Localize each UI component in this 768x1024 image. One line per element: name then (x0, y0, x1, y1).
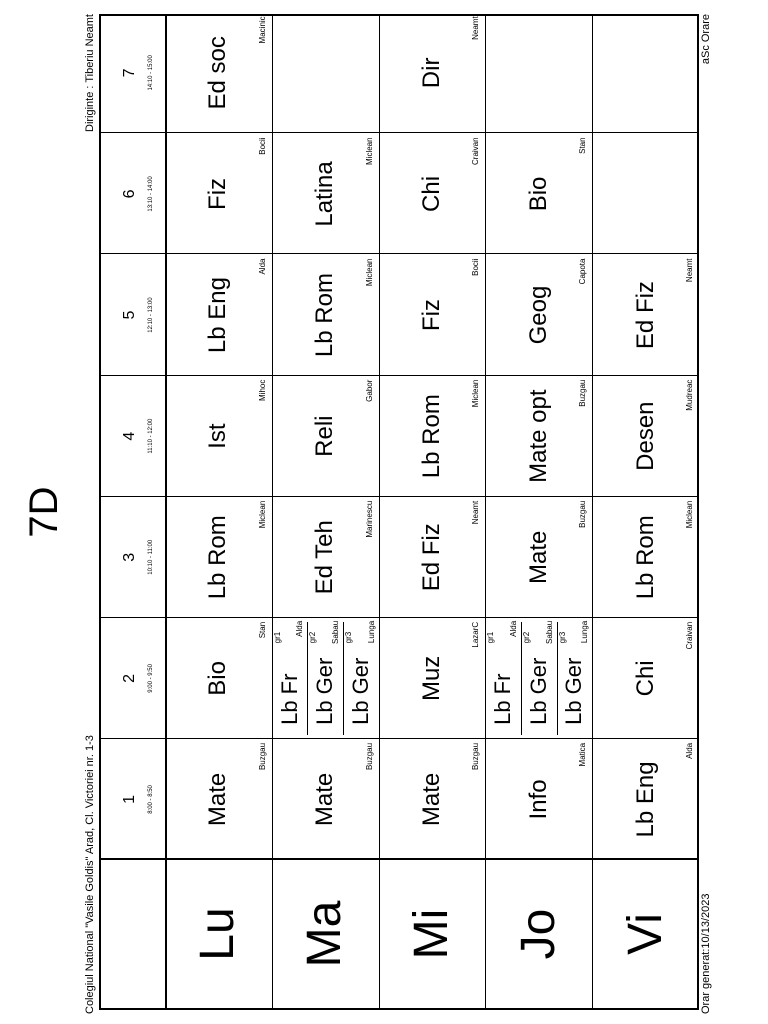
period-header (101, 12, 165, 133)
timetable-grid (99, 14, 699, 1010)
lesson-cell (165, 255, 272, 376)
lesson-subject: Lb Eng (631, 761, 659, 838)
lesson-subject: Geog (524, 285, 552, 345)
lesson-teacher: Stan (257, 621, 267, 639)
lesson-cell (592, 376, 699, 497)
group-lesson (557, 618, 593, 739)
period-time: 11:10 - 12:00 (148, 418, 154, 454)
lesson-teacher: Matica (578, 742, 588, 767)
lesson-cell (165, 618, 272, 739)
lesson-cell (379, 133, 486, 254)
group-tag: gr2 (521, 631, 531, 644)
period-time: 14:10 - 15:00 (148, 55, 154, 91)
period-header (101, 133, 165, 254)
lesson-teacher: Mihoc (257, 379, 267, 401)
lesson-teacher: Craivan (471, 137, 481, 165)
lesson-subject: Ist (204, 423, 232, 449)
group-teacher: Sabau (330, 620, 340, 644)
lesson-cell (379, 376, 486, 497)
lesson-cell (592, 739, 699, 860)
lesson-subject: Lb Eng (204, 277, 232, 354)
period-number: 5 (121, 310, 138, 320)
period-header (101, 739, 165, 860)
lesson-subject: Dir (417, 57, 445, 89)
lesson-subject: Latina (311, 161, 339, 227)
lesson-cell (272, 497, 379, 618)
lesson-teacher: Bocii (257, 137, 267, 155)
lesson-subject: Mate (204, 772, 232, 827)
lesson-cell (485, 618, 592, 739)
group-tag: gr1 (272, 631, 282, 644)
lesson-teacher: Buzgau (471, 742, 481, 771)
lesson-cell (272, 255, 379, 376)
period-number: 6 (121, 189, 138, 199)
lesson-cell (379, 739, 486, 860)
class-title: 7D (22, 486, 66, 538)
lesson-cell (592, 497, 699, 618)
group-subject: Lb Fr (276, 673, 302, 725)
lesson-teacher: Stan (578, 137, 588, 154)
lesson-subject: Mate (524, 530, 552, 584)
lesson-teacher: Miclean (364, 137, 374, 165)
lesson-subject: Bio (204, 661, 232, 696)
lesson-subject: Bio (524, 176, 552, 212)
lesson-cell (592, 133, 699, 254)
lesson-subject: Muz (417, 655, 445, 702)
lesson-subject: Desen (631, 401, 659, 471)
lesson-subject: Ed Fiz (631, 281, 659, 350)
lesson-subject: Chi (631, 660, 659, 697)
lesson-teacher: Gabor (364, 379, 374, 402)
lesson-subject: Lb Rom (631, 515, 659, 600)
group-tag: gr2 (308, 631, 318, 644)
lesson-cell (485, 255, 592, 376)
lesson-cell (165, 133, 272, 254)
lesson-subject: Lb Rom (204, 515, 232, 600)
lesson-cell (272, 739, 379, 860)
lesson-subject: Lb Rom (311, 273, 339, 358)
period-header (101, 497, 165, 618)
lesson-teacher: Neamt (471, 16, 481, 40)
group-subject: Lb Fr (490, 673, 516, 725)
lesson-cell (272, 133, 379, 254)
lesson-teacher: Capota (578, 258, 588, 285)
lesson-cell (272, 618, 379, 739)
period-time: 12:10 - 13:00 (148, 297, 154, 333)
lesson-cell (592, 618, 699, 739)
lesson-teacher: Buzgau (257, 742, 267, 771)
lesson-cell (272, 12, 379, 133)
group-lesson (307, 618, 343, 739)
period-header (101, 376, 165, 497)
day-label: Jo (511, 908, 565, 960)
group-teacher: Lunga (580, 620, 590, 644)
lesson-cell (379, 497, 486, 618)
lesson-subject: Chi (417, 175, 445, 212)
lesson-subject: Mate opt (524, 389, 552, 483)
lesson-subject: Lb Rom (417, 394, 445, 479)
period-time: 13:10 - 14:00 (148, 176, 154, 212)
lesson-teacher: Bocii (471, 258, 481, 276)
lesson-teacher: Miclean (257, 500, 267, 529)
period-time: 9:00 - 9:50 (148, 664, 154, 693)
lesson-cell (485, 739, 592, 860)
lesson-teacher: Neamt (684, 258, 694, 283)
period-number: 2 (121, 673, 138, 683)
lesson-cell (485, 133, 592, 254)
group-lesson (521, 618, 557, 739)
lesson-teacher: Alda (684, 742, 694, 759)
day-label: Mi (405, 908, 458, 960)
period-header (101, 618, 165, 739)
day-label: Lu (191, 907, 245, 961)
lesson-cell (379, 255, 486, 376)
period-number: 7 (121, 68, 138, 78)
group-teacher: Sabau (544, 620, 554, 644)
lesson-cell (485, 12, 592, 133)
lesson-subject: Mate (417, 772, 445, 827)
group-teacher: Alda (295, 620, 305, 637)
lesson-subject: Ed soc (204, 36, 232, 110)
lesson-cell (165, 12, 272, 133)
group-subject: Lb Ger (525, 657, 551, 725)
group-tag: gr1 (486, 631, 496, 644)
group-tag: gr3 (557, 631, 567, 644)
lesson-teacher: Neamt (471, 500, 481, 525)
group-subject: Lb Ger (347, 657, 373, 725)
lesson-teacher: Marinescu (364, 500, 374, 538)
period-time: 8:00 - 8:50 (148, 785, 154, 814)
lesson-cell (379, 618, 486, 739)
head-teacher: Diriginte : Tiberiu Neamt (84, 14, 96, 132)
lesson-subject: Info (524, 779, 552, 820)
lesson-cell (165, 739, 272, 860)
day-label: Ma (298, 900, 352, 968)
lesson-subject: Ed Fiz (417, 523, 445, 592)
lesson-teacher: Craivan (684, 621, 694, 650)
period-header (101, 255, 165, 376)
lesson-teacher: Miclean (364, 258, 374, 287)
group-divider (521, 622, 522, 735)
lesson-teacher: Macinic (257, 16, 267, 44)
lesson-cell (165, 376, 272, 497)
day-label: Vi (618, 913, 672, 955)
school-name: Colegiul National "Vasile Goldis" Arad, Cl. Victoriei nr. 1-3 (84, 735, 96, 1014)
lesson-teacher: Buzgau (578, 379, 588, 407)
group-lesson (343, 618, 379, 739)
lesson-cell (592, 12, 699, 133)
lesson-teacher: Miclean (471, 379, 481, 408)
lesson-cell (165, 497, 272, 618)
lesson-subject: Fiz (417, 299, 445, 332)
group-divider (557, 622, 558, 735)
group-lesson (272, 618, 308, 739)
lesson-subject: Mate (311, 772, 339, 827)
period-number: 4 (121, 431, 138, 441)
group-divider (343, 622, 344, 735)
lesson-cell (379, 12, 486, 133)
lesson-subject: Ed Teh (311, 520, 339, 595)
lesson-subject: Reli (311, 415, 339, 457)
group-teacher: Lunga (366, 620, 376, 644)
group-lesson (485, 618, 521, 739)
generated-date: Orar generat:10/13/2023 (700, 893, 712, 1014)
period-number: 3 (121, 552, 138, 562)
brand-label: aSc Orare (700, 14, 712, 65)
group-tag: gr3 (343, 631, 353, 644)
lesson-teacher: Buzgau (578, 500, 588, 528)
period-number: 1 (121, 795, 138, 804)
lesson-teacher: Miclean (684, 500, 694, 529)
lesson-cell (485, 497, 592, 618)
group-subject: Lb Ger (312, 657, 338, 725)
lesson-cell (272, 376, 379, 497)
lesson-teacher: Alda (257, 258, 267, 275)
lesson-subject: Fiz (204, 177, 232, 210)
group-teacher: Alda (508, 620, 518, 637)
lesson-cell (485, 376, 592, 497)
group-subject: Lb Ger (561, 657, 587, 725)
group-divider (307, 622, 308, 735)
lesson-teacher: Buzgau (364, 742, 374, 771)
lesson-teacher: Mudreac (684, 379, 694, 411)
period-time: 10:10 - 11:00 (148, 539, 154, 575)
lesson-teacher: LazarC (471, 621, 481, 648)
lesson-cell (592, 255, 699, 376)
